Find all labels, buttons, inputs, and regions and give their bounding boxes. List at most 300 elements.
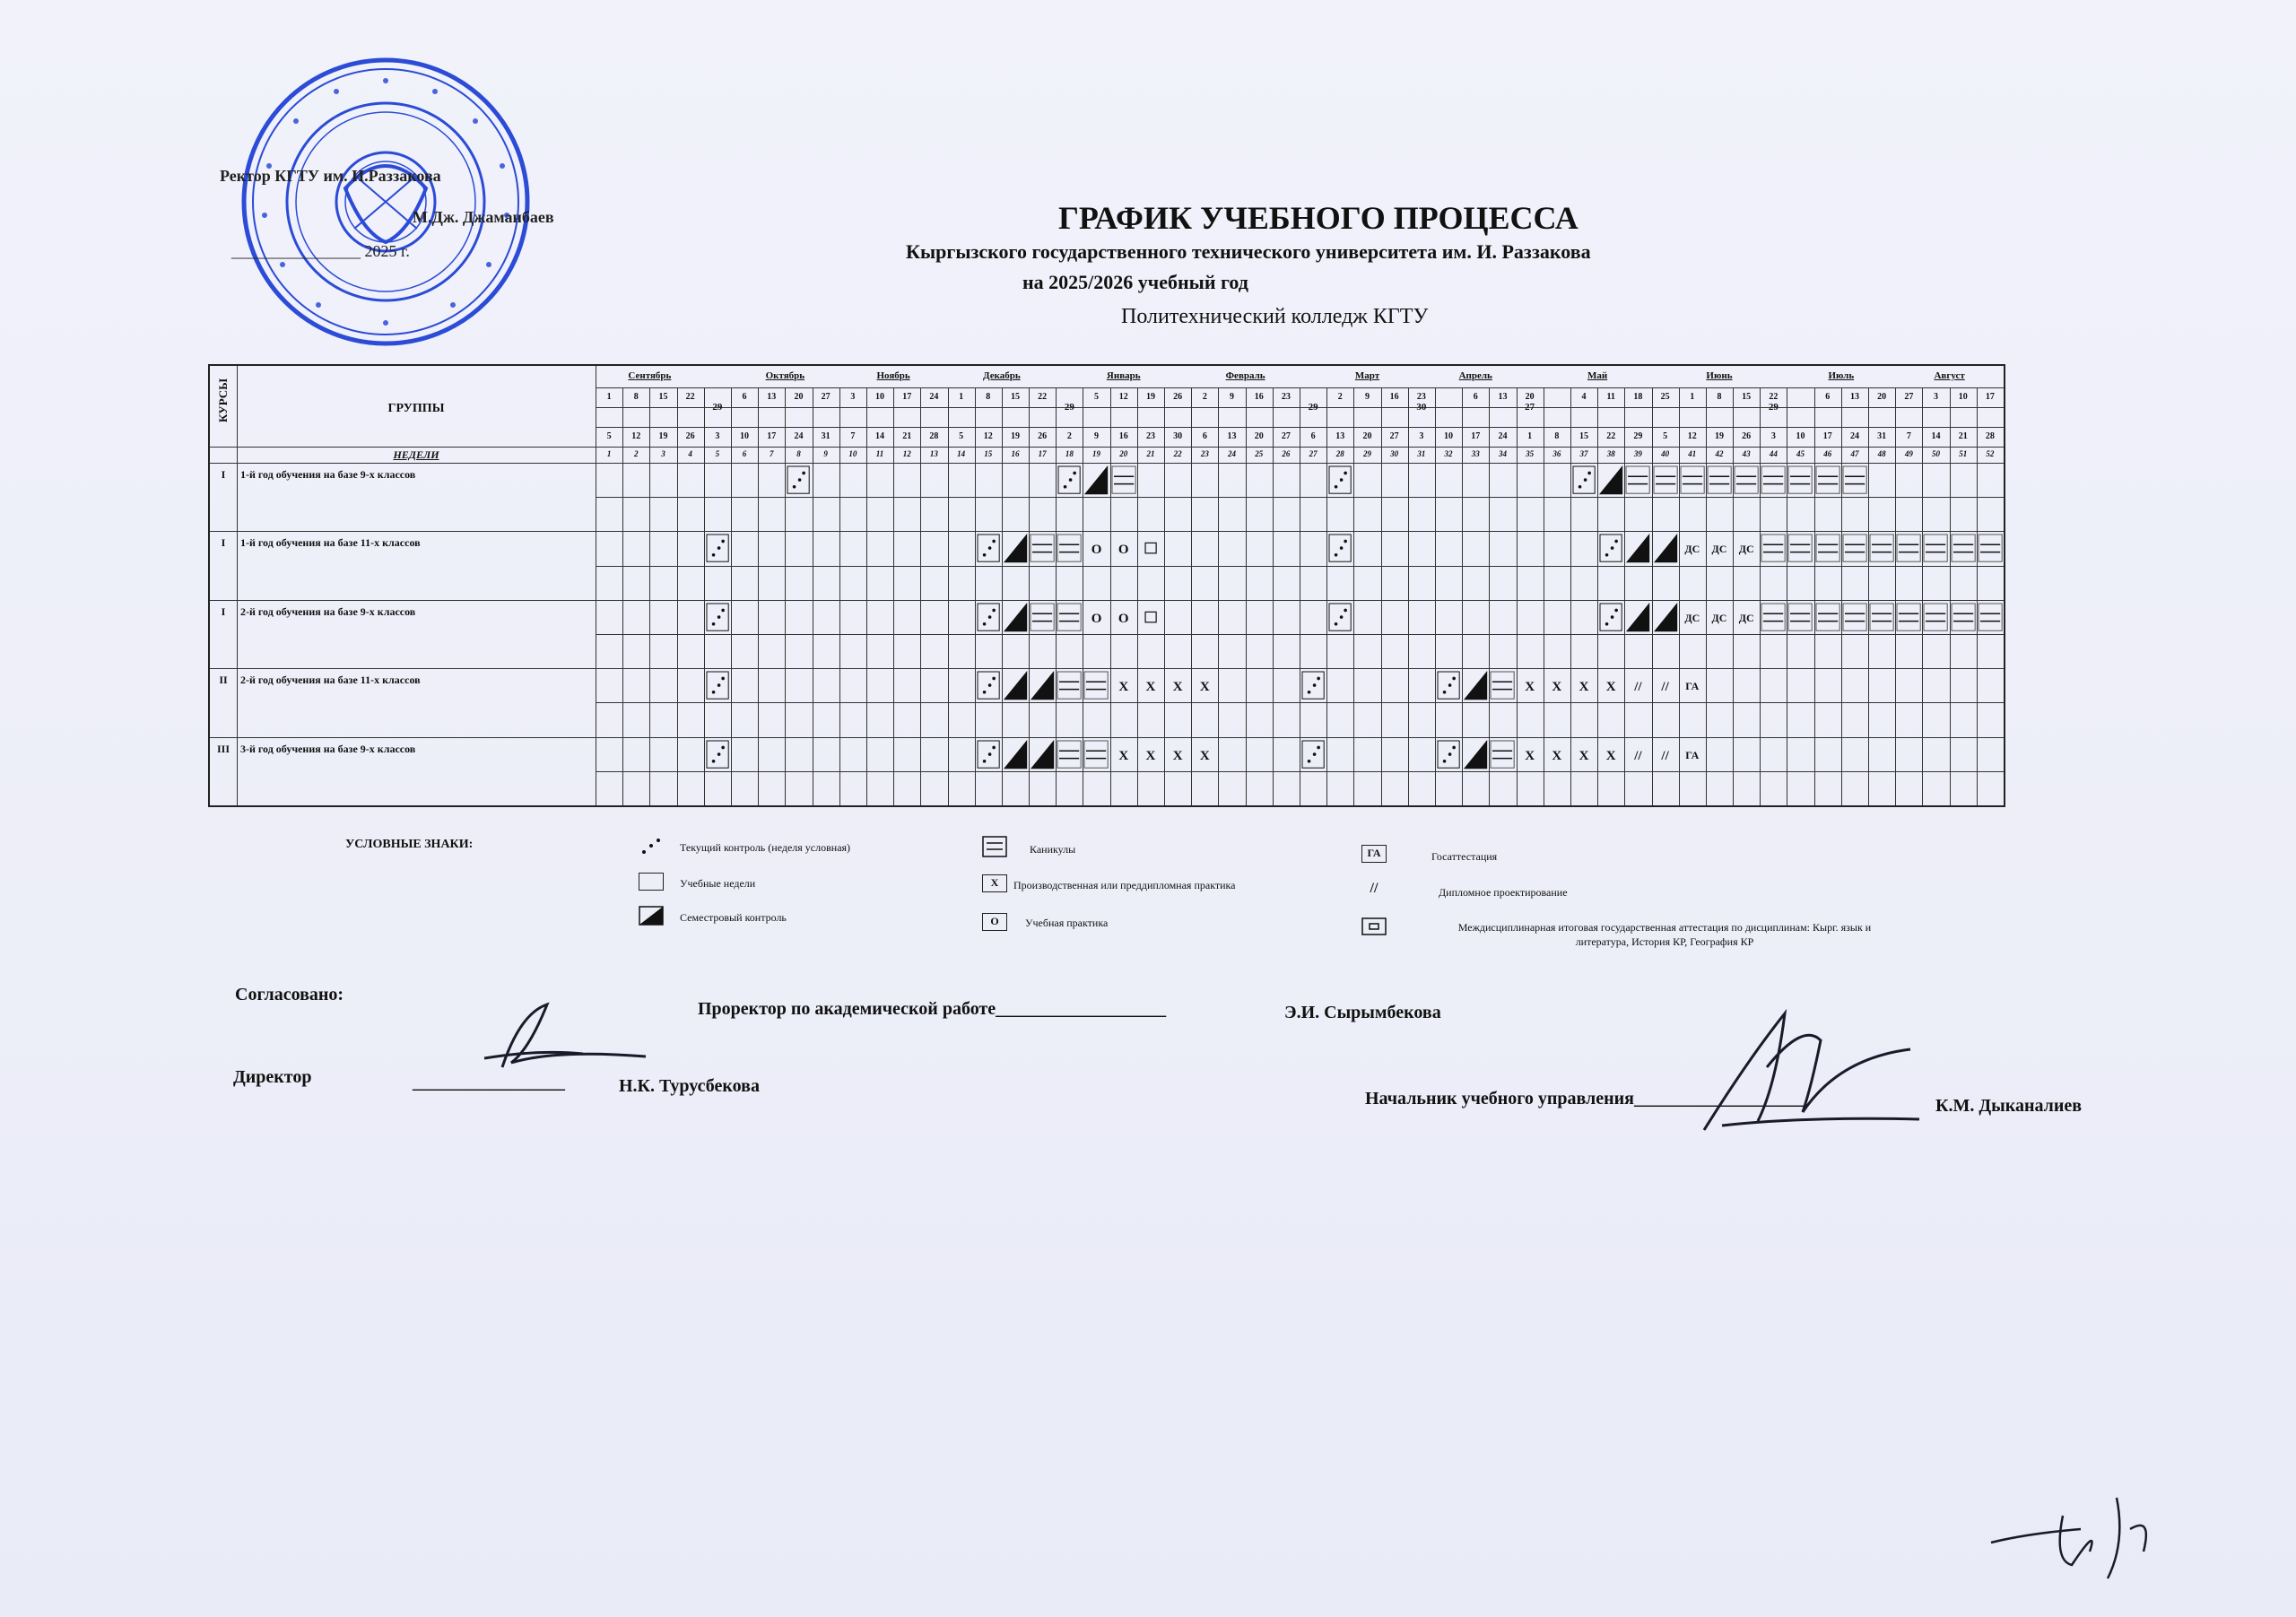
schedule-mark: //: [1634, 680, 1642, 695]
date-cell: 23: [1145, 431, 1155, 441]
month-header: Февраль: [1225, 370, 1265, 381]
agreed-label: Согласовано:: [235, 985, 344, 1004]
current-control-mark: [1570, 463, 1597, 497]
date-cell: 26: [1173, 392, 1183, 402]
rector-name: М.Дж. Джаманбаев: [413, 208, 554, 226]
prorector-label: Проректор по академической работе___________________: [698, 999, 1167, 1019]
vacation-mark: [1624, 463, 1651, 497]
group-name: 3-й год обучения на базе 9-х классов: [240, 742, 416, 755]
schedule-mark: Х: [1578, 680, 1589, 695]
schedule-mark: ГА: [1685, 748, 1700, 761]
date-cell: 27: [1389, 431, 1399, 441]
vacation-mark: [1977, 531, 2004, 565]
date-cell: 3: [850, 392, 856, 402]
date-cell: 14: [875, 431, 885, 441]
schedule-mark: //: [1661, 748, 1669, 763]
week-number: 15: [984, 449, 993, 458]
vacation-mark: [1977, 600, 2004, 634]
date-cell: 29: [1633, 431, 1643, 441]
date-cell: 22: [685, 392, 695, 402]
group-name: 2-й год обучения на базе 11-х классов: [240, 674, 421, 687]
week-number: 22: [1173, 449, 1182, 458]
date-cell: 6: [742, 392, 747, 402]
week-number: 39: [1633, 449, 1642, 458]
director-line: _________________: [413, 1073, 565, 1092]
director-signature: [466, 995, 664, 1076]
date-cell: 6: [1473, 392, 1478, 402]
date-cell: 31: [1877, 431, 1887, 441]
split-week-label: 30: [1416, 402, 1427, 413]
date-cell: 20: [1525, 392, 1535, 402]
grid-line-horizontal: [596, 634, 2004, 635]
schedule-mark: Х: [1145, 680, 1156, 695]
vacation-mark: [1489, 737, 1516, 771]
vacation-mark: [1895, 531, 1922, 565]
legend-label-study-week: Учебные недели: [680, 877, 756, 890]
schedule-mark: Х: [1525, 748, 1535, 763]
schedule-mark: ГА: [1685, 680, 1700, 693]
date-cell: 15: [1742, 392, 1752, 402]
date-cell: 20: [1254, 431, 1264, 441]
month-header: Апрель: [1458, 370, 1492, 381]
groups-header: ГРУППЫ: [387, 402, 445, 415]
month-header: Октябрь: [765, 370, 805, 381]
week-number: 27: [1309, 449, 1318, 458]
date-cell: 7: [1906, 431, 1911, 441]
date-cell: 3: [1770, 431, 1776, 441]
semester-control-mark: [1002, 668, 1029, 702]
current-control-mark: [975, 737, 1002, 771]
semester-control-mark: [1002, 531, 1029, 565]
semester-control-mark: [1462, 737, 1489, 771]
date-cell: 22: [1769, 392, 1779, 402]
date-cell: 27: [821, 392, 831, 402]
current-control-icon: [639, 836, 665, 856]
semester-control-mark: [1624, 531, 1651, 565]
kurs-cell: I: [221, 604, 226, 618]
vacation-mark: [1083, 668, 1109, 702]
current-control-mark: [975, 531, 1002, 565]
vacation-mark: [1841, 463, 1868, 497]
date-cell: 22: [1606, 431, 1616, 441]
date-cell: 17: [767, 431, 777, 441]
vacation-mark: [1733, 463, 1760, 497]
vacation-mark: [1814, 600, 1841, 634]
date-cell: 8: [1717, 392, 1722, 402]
week-number: 5: [715, 449, 720, 458]
current-control-mark: [1056, 463, 1083, 497]
university-stamp: [238, 54, 534, 350]
legend-label-semester-control: Семестровый контроль: [680, 911, 787, 924]
schedule-mark: //: [1634, 748, 1642, 763]
semester-control-mark: [1624, 600, 1651, 634]
semester-control-mark: [1002, 737, 1029, 771]
week-number: 20: [1119, 449, 1128, 458]
legend-label-production-practice: Производственная или преддипломная практика: [1013, 879, 1236, 891]
week-number: 18: [1065, 449, 1074, 458]
grid-line-horizontal: [596, 387, 2004, 388]
date-cell: 26: [1742, 431, 1752, 441]
date-cell: 16: [1389, 392, 1399, 402]
vacation-mark: [1056, 600, 1083, 634]
schedule-mark: Х: [1525, 680, 1535, 695]
date-cell: 13: [1498, 392, 1508, 402]
month-header: Декабрь: [983, 370, 1021, 381]
week-number: 50: [1932, 449, 1941, 458]
week-number: 23: [1200, 449, 1209, 458]
schedule-mark: Х: [1552, 680, 1562, 695]
date-cell: 27: [1904, 392, 1914, 402]
date-cell: 8: [986, 392, 991, 402]
semester-control-icon: [639, 906, 664, 926]
vacation-mark: [1056, 737, 1083, 771]
week-number: 30: [1390, 449, 1399, 458]
date-cell: 17: [1985, 392, 1995, 402]
split-week-label: 29: [1768, 402, 1779, 413]
legend-label-current-control: Текущий контроль (неделя условная): [680, 841, 851, 854]
vacation-mark: [1056, 531, 1083, 565]
week-number: 28: [1335, 449, 1344, 458]
date-cell: 21: [902, 431, 912, 441]
head-label: Начальник учебного управления___________________: [1365, 1089, 1805, 1108]
week-number: 31: [1417, 449, 1426, 458]
kursy-header: КУРСЫ: [216, 378, 230, 422]
academic-year: на 2025/2026 учебный год: [1022, 271, 1248, 293]
month-header: Ноябрь: [876, 370, 910, 381]
vacation-mark: [1841, 531, 1868, 565]
week-number: 26: [1282, 449, 1291, 458]
week-number: 45: [1796, 449, 1805, 458]
week-number: 9: [823, 449, 828, 458]
legend-label-diploma: Дипломное проектирование: [1439, 886, 1568, 899]
week-number: 21: [1146, 449, 1155, 458]
semester-control-mark: [1029, 668, 1056, 702]
schedule-mark: ДС: [1711, 543, 1727, 556]
week-number: 41: [1688, 449, 1697, 458]
schedule-mark: ДС: [1711, 611, 1727, 624]
grid-line-horizontal: [596, 497, 2004, 498]
grid-line-horizontal: [596, 427, 2004, 428]
date-cell: 3: [1934, 392, 1939, 402]
date-cell: 2: [1066, 431, 1072, 441]
date-cell: 15: [1579, 431, 1589, 441]
schedule-mark: Х: [1578, 748, 1589, 763]
legend-title: УСЛОВНЫЕ ЗНАКИ:: [345, 838, 474, 851]
current-control-mark: [1435, 737, 1462, 771]
study-practice-icon: О: [982, 913, 1007, 931]
date-cell: 13: [767, 392, 777, 402]
week-number: 13: [929, 449, 938, 458]
date-cell: 11: [1606, 392, 1615, 402]
current-control-mark: [1435, 668, 1462, 702]
date-cell: 13: [1849, 392, 1859, 402]
current-control-mark: [785, 463, 812, 497]
director-name: Н.К. Турусбекова: [619, 1076, 760, 1096]
schedule-mark: ДС: [1684, 543, 1700, 556]
date-cell: 16: [1118, 431, 1128, 441]
date-cell: 14: [1931, 431, 1941, 441]
schedule-mark: Х: [1145, 748, 1156, 763]
semester-control-mark: [1652, 600, 1679, 634]
date-cell: 21: [1958, 431, 1968, 441]
date-cell: 24: [1849, 431, 1859, 441]
kurs-cell: I: [221, 536, 226, 550]
week-number: 14: [957, 449, 966, 458]
vacation-mark: [1814, 463, 1841, 497]
date-cell: 20: [1877, 392, 1887, 402]
current-control-mark: [1326, 600, 1353, 634]
week-number: 10: [848, 449, 857, 458]
date-cell: 4: [1581, 392, 1587, 402]
kurs-cell: II: [219, 674, 228, 687]
document-subtitle: Кыргызского государственного технического университета им. И. Раззакова: [906, 240, 1591, 263]
grid-line-horizontal: [210, 531, 2004, 532]
current-control-mark: [704, 531, 731, 565]
date-cell: 16: [1254, 392, 1264, 402]
kurs-cell: III: [216, 742, 230, 755]
week-number: 40: [1661, 449, 1670, 458]
week-number: 17: [1038, 449, 1047, 458]
schedule-mark: ДС: [1684, 611, 1700, 624]
vacation-mark: [1950, 600, 1977, 634]
current-control-mark: [1597, 600, 1624, 634]
vacation-mark: [1950, 531, 1977, 565]
grid-line-horizontal: [596, 771, 2004, 772]
schedule-mark: Х: [1199, 748, 1210, 763]
split-week-label: 29: [1064, 402, 1074, 413]
split-week-label: 29: [712, 402, 723, 413]
semester-control-mark: [1462, 668, 1489, 702]
approval-date-line: ________________ 2025 г.: [231, 242, 410, 260]
week-number: 36: [1552, 449, 1561, 458]
vacation-mark: [1029, 531, 1056, 565]
date-cell: 9: [1364, 392, 1370, 402]
week-number: 25: [1255, 449, 1264, 458]
week-number: 35: [1526, 449, 1535, 458]
college-name: Политехнический колледж КГТУ: [1121, 305, 1429, 328]
date-cell: 1: [1527, 431, 1533, 441]
vacation-mark: [1760, 600, 1787, 634]
week-number: 32: [1444, 449, 1453, 458]
schedule-mark: О: [1118, 543, 1129, 558]
date-cell: 10: [1444, 431, 1454, 441]
week-number: 43: [1742, 449, 1751, 458]
vacation-mark: [1706, 463, 1733, 497]
date-cell: 6: [1825, 392, 1831, 402]
date-cell: 12: [631, 431, 641, 441]
date-cell: 23: [1416, 392, 1426, 402]
schedule-mark: Х: [1118, 748, 1129, 763]
week-number: 44: [1769, 449, 1778, 458]
date-cell: 15: [1010, 392, 1020, 402]
director-label: Директор: [233, 1067, 312, 1087]
date-cell: 8: [1554, 431, 1560, 441]
rector-title: Ректор КГТУ им. И.Раззакова: [220, 167, 441, 185]
schedule-mark: Х: [1552, 748, 1562, 763]
date-cell: 19: [1010, 431, 1020, 441]
date-cell: 6: [1202, 431, 1207, 441]
schedule-mark: Х: [1199, 680, 1210, 695]
vacation-mark: [1110, 463, 1137, 497]
corner-signature: [1973, 1480, 2206, 1596]
date-cell: 5: [606, 431, 612, 441]
vacation-mark: [1787, 600, 1813, 634]
schedule-mark: О: [1118, 611, 1129, 626]
vacation-mark: [1652, 463, 1679, 497]
week-number: 6: [742, 449, 747, 458]
month-header: Май: [1587, 370, 1608, 381]
date-cell: 2: [1202, 392, 1207, 402]
interdisciplinary-mark: [1137, 600, 1164, 634]
vacation-mark: [1814, 531, 1841, 565]
date-cell: 31: [821, 431, 831, 441]
current-control-mark: [1300, 737, 1326, 771]
vacation-mark: [1787, 531, 1813, 565]
date-cell: 1: [1690, 392, 1695, 402]
week-number: 1: [606, 449, 612, 458]
date-cell: 9: [1230, 392, 1235, 402]
week-number: 38: [1606, 449, 1615, 458]
date-cell: 13: [1335, 431, 1345, 441]
week-number: 29: [1362, 449, 1371, 458]
ga-icon: ГА: [1361, 845, 1387, 863]
week-number: 37: [1579, 449, 1588, 458]
month-header: Август: [1934, 370, 1965, 381]
schedule-mark: Х: [1605, 680, 1616, 695]
date-cell: 17: [1822, 431, 1832, 441]
grid-line-horizontal: [596, 702, 2004, 703]
date-cell: 27: [1281, 431, 1291, 441]
grid-line-horizontal: [210, 600, 2004, 601]
diploma-icon: //: [1370, 881, 1378, 896]
semester-control-mark: [1652, 531, 1679, 565]
week-number: 52: [1986, 449, 1995, 458]
vacation-mark: [1489, 668, 1516, 702]
kurs-cell: I: [221, 468, 226, 481]
interdisciplinary-icon: [1361, 917, 1387, 935]
date-cell: 24: [929, 392, 939, 402]
week-number: 2: [634, 449, 639, 458]
group-name: 1-й год обучения на базе 11-х классов: [240, 536, 421, 550]
schedule-mark: О: [1091, 543, 1102, 558]
vacation-mark: [1868, 600, 1895, 634]
grid-line-horizontal: [596, 566, 2004, 567]
group-name: 1-й год обучения на базе 9-х классов: [240, 468, 416, 481]
date-cell: 19: [1714, 431, 1724, 441]
head-signature: [1695, 1004, 1928, 1139]
date-cell: 15: [658, 392, 668, 402]
date-cell: 24: [1498, 431, 1508, 441]
legend-label-ga: Госаттестация: [1431, 850, 1498, 863]
prorector-name: Э.И. Сырымбекова: [1284, 1003, 1441, 1022]
date-cell: 10: [740, 431, 750, 441]
date-cell: 23: [1281, 392, 1291, 402]
date-cell: 12: [1687, 431, 1697, 441]
month-header: Сентябрь: [628, 370, 672, 381]
date-cell: 6: [1310, 431, 1316, 441]
week-number: 16: [1011, 449, 1020, 458]
production-practice-icon: Х: [982, 874, 1007, 892]
date-cell: 10: [1958, 392, 1968, 402]
vacation-mark: [1083, 737, 1109, 771]
grid-line-horizontal: [210, 447, 2004, 448]
date-cell: 12: [1118, 392, 1128, 402]
date-cell: 17: [1471, 431, 1481, 441]
date-cell: 13: [1227, 431, 1237, 441]
date-cell: 8: [633, 392, 639, 402]
current-control-mark: [704, 668, 731, 702]
date-cell: 19: [658, 431, 668, 441]
date-cell: 26: [1038, 431, 1048, 441]
date-cell: 24: [794, 431, 804, 441]
week-number: 51: [1959, 449, 1968, 458]
month-header: Январь: [1106, 370, 1141, 381]
week-number: 46: [1823, 449, 1832, 458]
vacation-mark: [1760, 531, 1787, 565]
vacation-mark: [1922, 531, 1949, 565]
date-cell: 10: [875, 392, 885, 402]
current-control-mark: [975, 600, 1002, 634]
date-cell: 1: [959, 392, 964, 402]
vacation-mark: [1679, 463, 1706, 497]
date-cell: 5: [1094, 392, 1100, 402]
current-control-mark: [1326, 531, 1353, 565]
schedule-mark: Х: [1118, 680, 1129, 695]
vacation-mark: [1922, 600, 1949, 634]
date-cell: 12: [983, 431, 993, 441]
schedule-mark: ДС: [1738, 543, 1754, 556]
current-control-mark: [1326, 463, 1353, 497]
week-number: 11: [875, 449, 884, 458]
schedule-mark: Х: [1172, 748, 1183, 763]
schedule-table: [208, 364, 2005, 807]
date-cell: 2: [1337, 392, 1343, 402]
date-cell: 25: [1660, 392, 1670, 402]
date-cell: 5: [1663, 431, 1668, 441]
month-header: Март: [1354, 370, 1380, 381]
date-cell: 26: [685, 431, 695, 441]
date-cell: 30: [1173, 431, 1183, 441]
date-cell: 17: [902, 392, 912, 402]
legend-label-vacation: Каникулы: [1030, 843, 1076, 856]
interdisciplinary-mark: [1137, 531, 1164, 565]
date-cell: 20: [794, 392, 804, 402]
legend-label-study-practice: Учебная практика: [1025, 917, 1109, 929]
split-week-label: 29: [1308, 402, 1318, 413]
week-number: 48: [1877, 449, 1886, 458]
schedule-mark: //: [1661, 680, 1669, 695]
week-number: 34: [1498, 449, 1507, 458]
week-number: 24: [1228, 449, 1237, 458]
date-cell: 28: [929, 431, 939, 441]
grid-line-vertical: [237, 366, 238, 805]
week-number: 47: [1850, 449, 1859, 458]
legend-label-interdisciplinary: Междисциплинарная итоговая государственная аттестация по дисциплинам: Кырг. язык и литература, История КР, География КР: [1457, 921, 1872, 948]
week-number: 12: [902, 449, 911, 458]
head-name: К.М. Дыканалиев: [1935, 1096, 2083, 1116]
semester-control-mark: [1083, 463, 1109, 497]
date-cell: 10: [1796, 431, 1805, 441]
date-cell: 19: [1145, 392, 1155, 402]
vacation-mark: [1895, 600, 1922, 634]
vacation-mark: [1760, 463, 1787, 497]
vacation-mark: [1868, 531, 1895, 565]
semester-control-mark: [1002, 600, 1029, 634]
month-header: Июль: [1828, 370, 1855, 381]
semester-control-mark: [1029, 737, 1056, 771]
vacation-mark: [1787, 463, 1813, 497]
schedule-mark: ДС: [1738, 611, 1754, 624]
